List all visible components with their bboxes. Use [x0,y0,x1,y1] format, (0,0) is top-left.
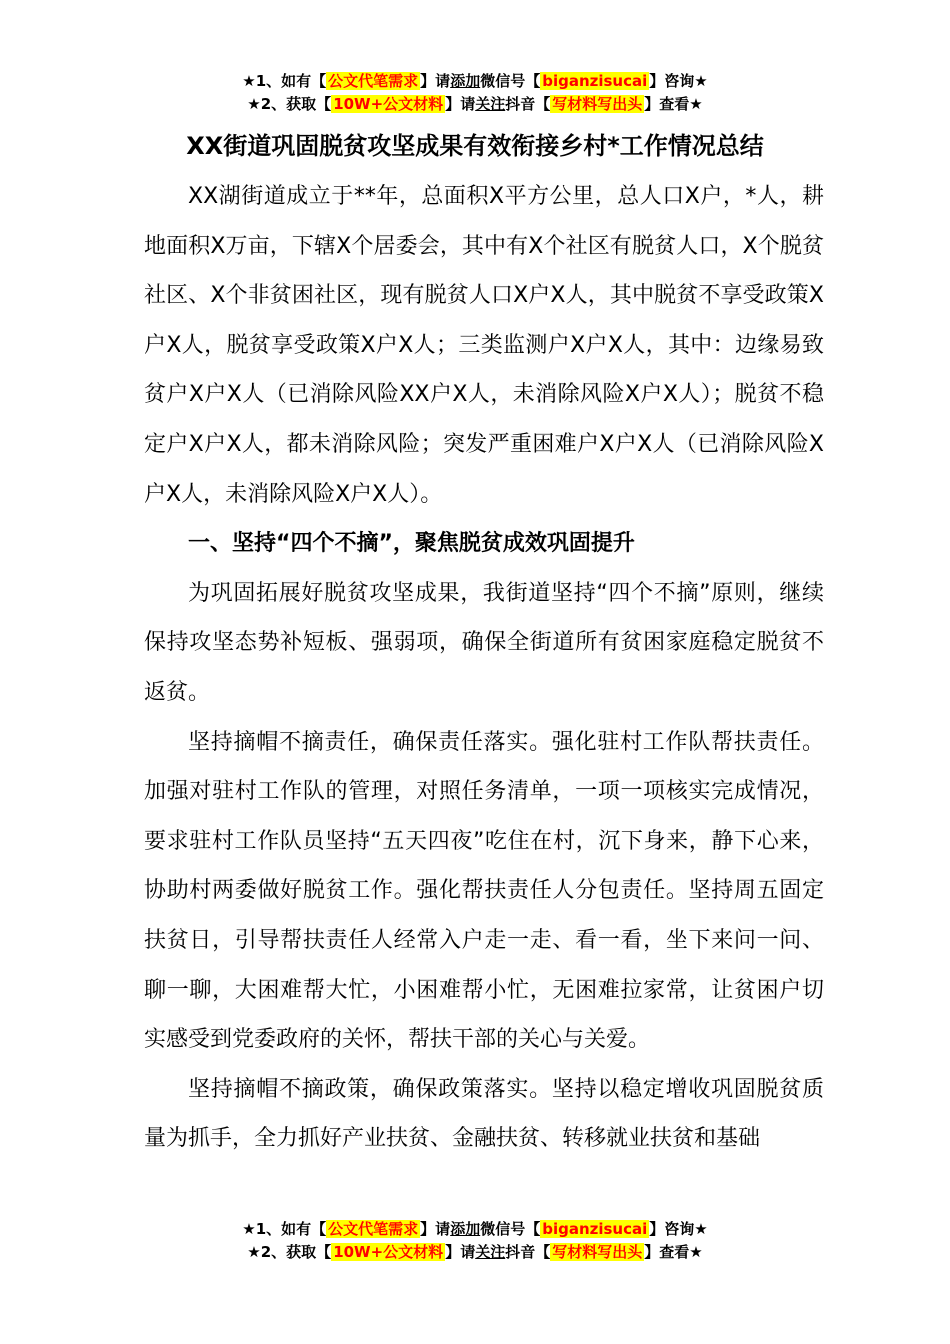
ad-text: 微信号【 [480,72,541,90]
footer-ad-banner [0,1218,950,1264]
ad-text: 】咨询★ [649,1220,708,1238]
ad-text: 】查看★ [644,1243,703,1261]
ad-text: 】请 [420,72,451,90]
body-paragraph: 坚持摘帽不摘责任，确保责任落实。强化驻村工作队帮扶责任。加强对驻村工作队的管理，对照任务清单，一项一项核实完成情况，要求驻村工作队员坚持“五天四夜”吃住在村，沉下身来，静下心来，协助村两委做好脱贫工作。强化帮扶责任人分包责任。坚持周五固定扶贫日，引导帮扶责任人经常入户走一走、看一看，坐下来问一问、聊一聊，大困难帮大忙，小困难帮小忙，无困难拉家常，让贫困户切实感受到党委政府的关怀，帮扶干部的关心与关爱。 [144,729,824,1053]
footer-ad-line-2 [0,1241,950,1264]
document-body [144,172,824,1164]
ad-text: 】请 [420,1220,451,1238]
ad-highlight-douyin-account: 写材料写出头 [552,95,643,113]
document-title: XX街道巩固脱贫攻坚成果有效衔接乡村*工作情况总结 [186,132,764,160]
ad-highlight-materials: 10W+公文材料 [333,95,444,113]
footer-ad-line-1 [0,1218,950,1241]
ad-text: 】咨询★ [649,72,708,90]
ad-highlight-materials: 10W+公文材料 [333,1243,444,1261]
ad-text: 】查看★ [644,95,703,113]
ad-underlined-word: 关注 [475,95,506,113]
ad-text: ★1、如有【 [242,1220,327,1238]
body-paragraph: 为巩固拓展好脱贫攻坚成果，我街道坚持“四个不摘”原则，继续保持攻坚态势补短板、强弱项，确保全街道所有贫困家庭稳定脱贫不返贫。 [144,580,824,705]
intro-paragraph: XX湖街道成立于**年，总面积X平方公里，总人口X户，*人，耕地面积X万亩，下辖X个居委会，其中有X个社区有脱贫人口，X个脱贫社区、X个非贫困社区，现有脱贫人口X户X人，其中脱贫不享受政策X户X人，脱贫享受政策X户X人；三类监测户X户X人，其中：边缘易致贫户X户X人（已消除风险XX户X人，未消除风险X户X人）；脱贫不稳定户X户X人，都未消除风险；突发严重困难户X户X人（已消除风险X户X人，未消除风险X户X人）。 [144,184,824,507]
ad-text: 抖音【 [505,95,551,113]
ad-highlight-wechat-id: biganzisucai [542,1220,648,1238]
ad-text: 微信号【 [480,1220,541,1238]
header-ad-line-1 [0,70,950,93]
ad-highlight-service: 公文代笔需求 [328,72,419,90]
ad-highlight-douyin-account: 写材料写出头 [552,1243,643,1261]
ad-text: 抖音【 [505,1243,551,1261]
ad-underlined-word: 关注 [475,1243,506,1261]
ad-text: ★1、如有【 [242,72,327,90]
ad-text: 】请 [445,1243,476,1261]
section-heading-1: 一、坚持“四个不摘”，聚焦脱贫成效巩固提升 [188,531,635,557]
ad-text: 】请 [445,95,476,113]
ad-text: ★2、获取【 [247,1243,332,1261]
ad-underlined-word: 添加 [450,1220,481,1238]
ad-text: ★2、获取【 [247,95,332,113]
body-paragraph: 坚持摘帽不摘政策，确保政策落实。坚持以稳定增收巩固脱贫质量为抓手，全力抓好产业扶贫、金融扶贫、转移就业扶贫和基础 [144,1076,824,1152]
ad-underlined-word: 添加 [450,72,481,90]
header-ad-banner [0,70,950,116]
ad-highlight-wechat-id: biganzisucai [542,72,648,90]
header-ad-line-2 [0,93,950,116]
ad-highlight-service: 公文代笔需求 [328,1220,419,1238]
